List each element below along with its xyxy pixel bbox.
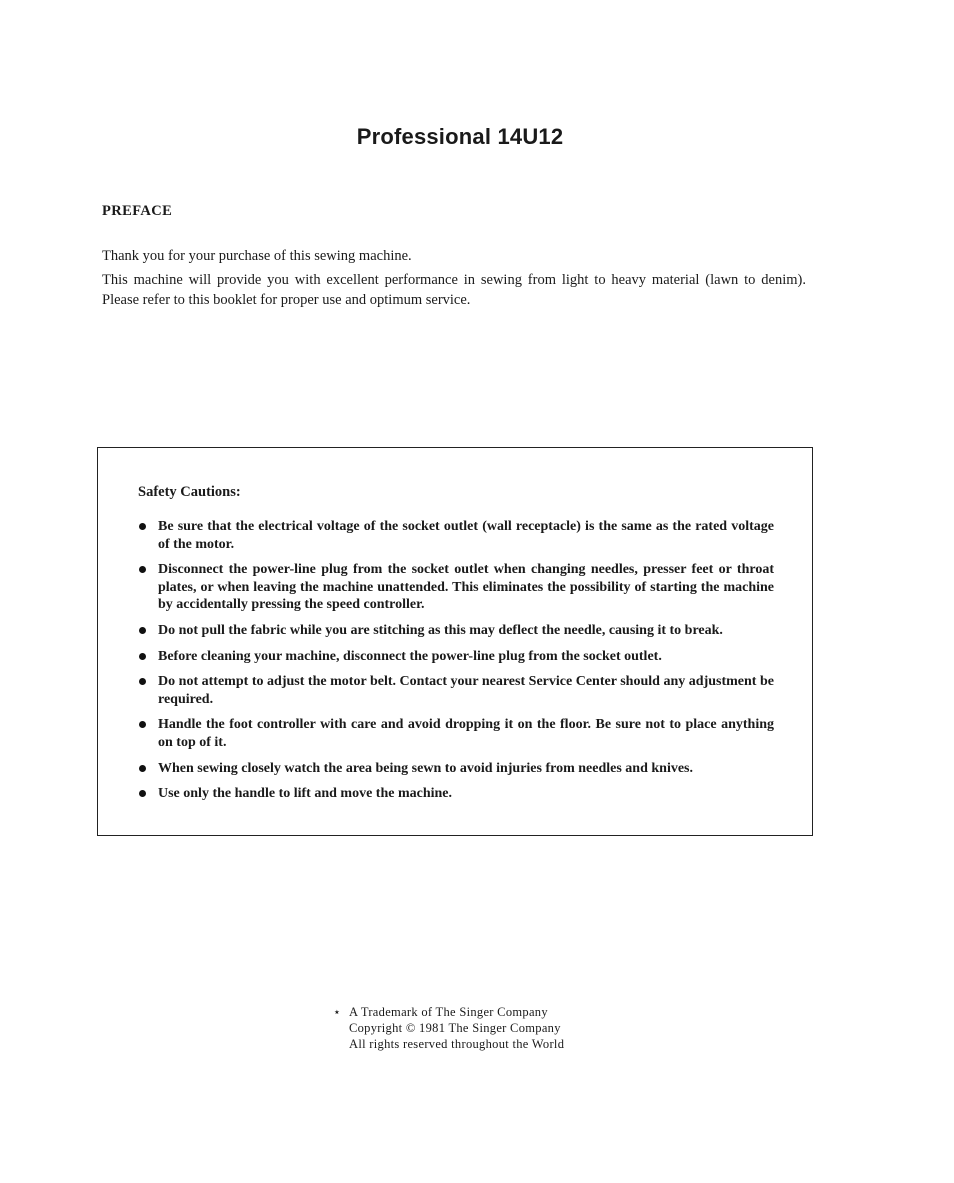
document-title: Professional 14U12 <box>356 124 564 149</box>
safety-cautions-box <box>97 447 813 836</box>
caution-item <box>138 622 774 640</box>
footer-line <box>333 1004 564 1020</box>
trademark-text: A Trademark of The Singer Company <box>349 1005 548 1019</box>
caution-item <box>138 716 774 751</box>
intro-paragraph: This machine will provide you with excellent performance in sewing from light to heavy material (lawn to denim). Please refer to this booklet for proper use and optimum service. <box>102 272 806 308</box>
caution-text: Use only the handle to lift and move the machine. <box>158 786 452 802</box>
caution-text: Before cleaning your machine, disconnect the power-line plug from the socket outlet. <box>158 648 662 664</box>
bullet-icon <box>139 627 146 634</box>
preface-heading: PREFACE <box>102 203 173 219</box>
star-icon: ⋆ <box>333 1005 342 1019</box>
safety-cautions-heading: Safety Cautions: <box>138 484 241 500</box>
bullet-icon <box>139 790 146 797</box>
bullet-icon <box>139 566 146 573</box>
bullet-icon <box>139 653 146 660</box>
intro-paragraph: Thank you for your purchase of this sewing machine. <box>102 248 412 264</box>
caution-item <box>138 518 774 553</box>
caution-text: Handle the foot controller with care and avoid dropping it on the floor. Be sure not to place anything on top of it. <box>158 717 774 750</box>
copyright-text: Copyright © 1981 The Singer Company <box>349 1021 561 1035</box>
caution-text: Disconnect the power-line plug from the socket outlet when changing needles, presser feet or throat plates, or when leaving the machine unattended. This eliminates the possibility of starting the machine by accidentally pressing the speed controller. <box>158 562 774 613</box>
caution-item <box>138 760 774 778</box>
rights-text: All rights reserved throughout the World <box>349 1037 565 1051</box>
bullet-icon <box>139 721 146 728</box>
caution-text: Do not pull the fabric while you are stitching as this may deflect the needle, causing it to break. <box>158 622 723 638</box>
bullet-icon <box>139 523 146 530</box>
trademark-footer <box>333 1004 564 1052</box>
intro-section <box>102 246 806 314</box>
caution-item <box>138 648 774 666</box>
caution-item <box>138 561 774 614</box>
caution-item <box>138 673 774 708</box>
bullet-icon <box>139 678 146 685</box>
caution-text: Do not attempt to adjust the motor belt. Contact your nearest Service Center should any adjustment be required. <box>158 674 774 707</box>
safety-cautions-list <box>138 518 774 811</box>
caution-text: Be sure that the electrical voltage of the socket outlet (wall receptacle) is the same as the rated voltage of the motor. <box>158 519 774 552</box>
caution-item <box>138 785 774 803</box>
caution-text: When sewing closely watch the area being sewn to avoid injuries from needles and knives. <box>158 760 693 776</box>
bullet-icon <box>139 765 146 772</box>
